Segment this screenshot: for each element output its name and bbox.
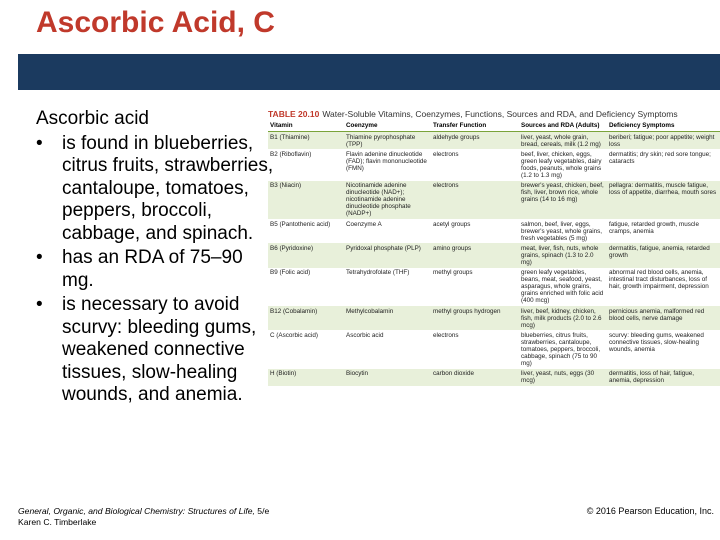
bullet-item: • is necessary to avoid scurvy: bleeding gums, weakened connective tissues, slow-healing wounds, and anemia. [36,294,276,407]
table-cell: pellagra: dermatitis, muscle fatigue, loss of appetite, diarrhea, mouth sores [609,182,717,197]
table-number: TABLE 20.10 [268,109,320,119]
table-cell: Coenzyme A [346,220,382,228]
table-cell: B1 (Thiamine) [270,133,310,141]
table-row [268,268,720,306]
table-cell: Pyridoxal phosphate (PLP) [346,244,421,252]
table-row [268,132,720,149]
table-cell: Biocytin [346,370,369,378]
table-cell: green leafy vegetables, beans, meat, seafood, yeast, asparagus, whole grains, grains enriched with folic acid (400 mcg) [521,269,604,305]
slide-body [36,108,276,409]
header-cell: Coenzyme [346,122,378,129]
table-cell: scurvy: bleeding gums, weakened connective tissues, slow-healing wounds, anemia [609,331,704,354]
table-cell: Nicotinamide adenine dinucleotide (NAD+); nicotinamide adenine dinucleotide phosphate (NADP+) [346,182,411,218]
header-band [18,54,720,90]
table-row [268,243,720,267]
table-cell: Flavin adenine dinucleotide (FAD); flavin mononucleotide (FMN) [346,150,427,172]
table-row [268,149,720,180]
table-cell: methyl groups [433,269,473,277]
table-cell: Thiamine pyrophosphate (TPP) [346,133,416,148]
footer-author: Karen C. Timberlake [18,517,97,527]
table-cell: dermatitis, fatigue, anemia, retarded growth [609,244,710,259]
table-row [268,181,720,219]
vitamin-table [268,108,720,468]
table-cell: amino groups [433,244,472,252]
table-caption-text: Water-Soluble Vitamins, Coenzymes, Functions, Sources and RDA, and Deficiency Symptoms [322,109,678,119]
table-cell: dermatitis; dry skin; red sore tongue; cataracts [609,150,711,165]
table-cell: meat, liver, fish, nuts, whole grains, spinach (1.3 to 2.0 mg) [521,244,599,266]
table-cell: methyl groups hydrogen [433,307,501,315]
table-cell: beef, liver, chicken, eggs, green leafy vegetables, dairy foods, peanuts, whole grains (1.2 to 1.3 mg) [521,150,602,179]
bullet-list [36,133,276,407]
table-cell: carbon dioxide [433,370,474,378]
table-row [268,306,720,330]
table-cell: electrons [433,150,459,158]
table-cell: Ascorbic acid [346,331,384,339]
header-cell: Transfer Function [433,122,487,129]
table-cell: B9 (Folic acid) [270,269,311,277]
table-cell: pernicious anemia, malformed red blood cells, nerve damage [609,307,705,322]
table-cell: H (Biotin) [270,370,297,378]
table-cell: B2 (Riboflavin) [270,150,312,158]
footer-edition: 5/e [254,506,270,516]
table-cell: abnormal red blood cells, anemia, intestinal tract disturbances, loss of hair, growth impairment, depression [609,269,709,291]
table-cell: blueberries, citrus fruits, strawberries, cantaloupe, tomatoes, peppers, broccoli, cabbage, spinach (75 to 90 mg) [521,331,601,368]
table-cell: aldehyde groups [433,133,480,141]
table-cell: B6 (Pyridoxine) [270,244,314,252]
bullet-item: • is found in blueberries, citrus fruits, strawberries, cantaloupe, tomatoes, peppers, broccoli, cabbage, and spinach. [36,133,276,246]
header-cell: Sources and RDA (Adults) [521,122,600,129]
table-caption [268,108,720,120]
table-cell: brewer's yeast, chicken, beef, fish, liver, brown rice, whole grains (14 to 16 mg) [521,182,604,204]
slide-title: Ascorbic Acid, C [36,6,275,39]
table-cell: fatigue, retarded growth, muscle cramps, anemia [609,220,699,235]
table-cell: beriberi; fatigue; poor appetite; weight loss [609,133,715,148]
table-cell: salmon, beef, liver, eggs, brewer's yeast, whole grains, fresh vegetables (5 mg) [521,220,602,242]
table-row [268,219,720,243]
header-cell: Vitamin [270,122,293,129]
table-cell: C (Ascorbic acid) [270,331,318,339]
lead-text: Ascorbic acid [36,108,149,129]
footer-book: General, Organic, and Biological Chemistry: Structures of Life, [18,506,255,516]
table-cell: liver, beef, kidney, chicken, fish, milk products (2.0 to 2.6 mcg) [521,307,602,329]
table-cell: dermatitis, loss of hair, fatigue, anemia, depression [609,370,695,385]
table-cell: B5 (Pantothenic acid) [270,220,331,228]
table-cell: liver, yeast, nuts, eggs (30 mcg) [521,370,595,385]
footer-citation [18,506,269,528]
table-cell: electrons [433,182,459,190]
table-row [268,369,720,386]
table-cell: acetyl groups [433,220,471,228]
table-cell: B12 (Cobalamin) [270,307,318,315]
table-row [268,330,720,368]
header-cell: Deficiency Symptoms [609,122,675,129]
table-cell: Tetrahydrofolate (THF) [346,269,410,277]
table-cell: electrons [433,331,459,339]
footer-copyright: © 2016 Pearson Education, Inc. [586,506,714,516]
table-cell: liver, yeast, whole grain, bread, cereals, milk (1.2 mg) [521,133,601,148]
table-cell: B3 (Niacin) [270,182,302,190]
bullet-item: • has an RDA of 75–90 mg. [36,247,276,292]
table-body [268,132,720,386]
table-cell: Methylcobalamin [346,307,394,315]
table-header [268,120,720,132]
